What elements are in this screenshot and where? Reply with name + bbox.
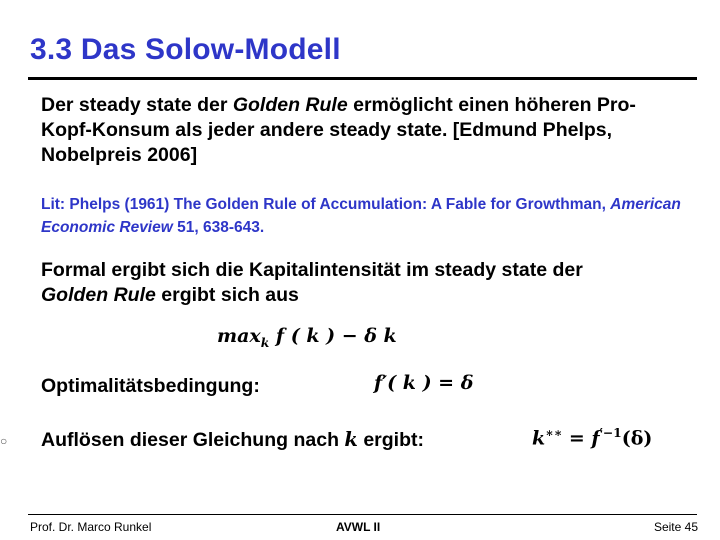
p2-text-a: Formal ergibt sich die Kapitalintensität im steady state der	[41, 259, 583, 281]
slide-title: 3.3 Das Solow-Modell	[30, 33, 341, 66]
footer-divider	[28, 514, 697, 515]
equation-optimality: f′( k ) = δ	[374, 372, 474, 394]
footer-course: AVWL II	[336, 520, 381, 534]
solve-text-a: Auflösen dieser Gleichung nach	[41, 429, 345, 451]
p1-text-a: Der steady state der	[41, 94, 233, 116]
lit-journal: American Economic Review	[41, 196, 681, 236]
lit-text-b: 51, 638-643.	[172, 219, 265, 236]
eq3-superscript: ∗∗	[545, 425, 563, 440]
eq1-max: max	[217, 325, 261, 347]
literature-reference	[41, 193, 681, 239]
lit-text-a: Lit: Phelps (1961) The Golden Rule of Accumulation: A Fable for Growthman,	[41, 196, 611, 213]
solve-text	[41, 428, 424, 452]
paragraph-golden-rule	[41, 93, 661, 168]
equation-max	[217, 325, 397, 350]
footer-page-number: Seite 45	[653, 520, 698, 534]
eq3-inverse: ′−1	[599, 425, 622, 440]
p2-text-b: ergibt sich aus	[155, 284, 299, 306]
optimality-label: Optimalitätsbedingung:	[41, 375, 260, 397]
p1-emphasis: Golden Rule	[232, 94, 348, 116]
solve-text-b: ergibt:	[357, 429, 425, 451]
solve-variable: k	[344, 428, 358, 451]
title-divider	[28, 77, 697, 80]
bullet-circle-icon: ○	[0, 434, 8, 448]
p2-emphasis: Golden Rule	[41, 284, 156, 306]
p1-text-b: ermöglicht einen höheren Pro-Kopf-Konsum als jeder andere steady state. [Edmund Phelps, Nobelpreis 2006]	[41, 94, 636, 166]
eq3-k: k	[532, 427, 546, 450]
footer-author: Prof. Dr. Marco Runkel	[30, 520, 152, 534]
equation-solution	[532, 425, 652, 449]
eq1-subscript: k	[260, 334, 270, 350]
paragraph-formal	[41, 258, 641, 308]
eq3-end: (δ)	[621, 427, 653, 450]
eq3-mid: = f	[562, 427, 600, 450]
eq1-rest: f ( k ) − δ k	[269, 325, 397, 347]
